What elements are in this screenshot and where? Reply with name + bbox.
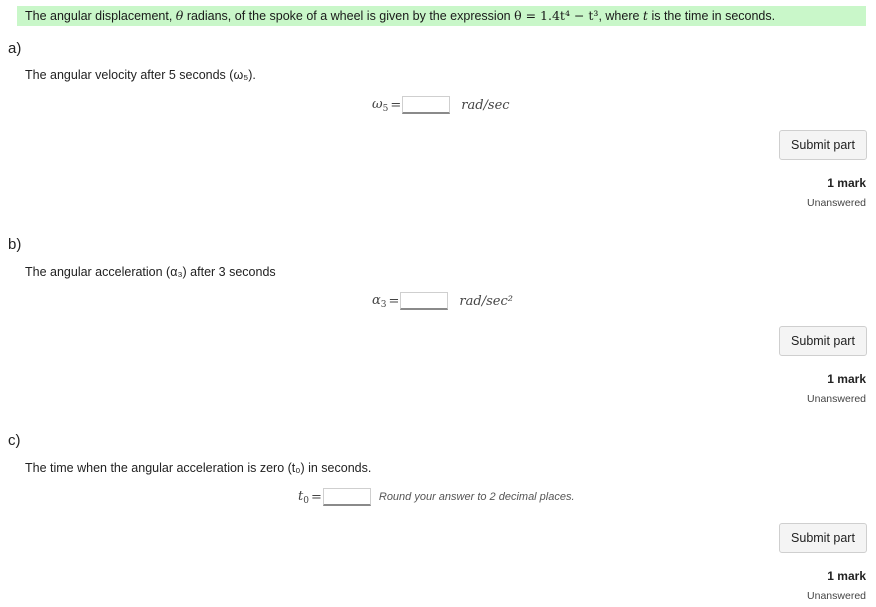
omega-subscript: 5 — [382, 103, 389, 114]
question-statement — [17, 6, 866, 26]
part-c-marks: 1 mark — [827, 569, 866, 583]
displacement-expression: θ = 1.4t⁴ − t³ — [514, 8, 599, 23]
unit-label: rad/sec — [461, 97, 510, 113]
omega-variable — [372, 97, 388, 114]
t-symbol: t — [642, 8, 648, 23]
part-b-answer-row — [372, 292, 513, 310]
equals-sign: = — [310, 489, 322, 505]
omega-symbol: ω — [372, 96, 383, 112]
rounding-note: Round your answer to 2 decimal places. — [378, 491, 575, 503]
part-a-status: Unanswered — [807, 197, 866, 209]
part-c-prompt: The time when the angular acceleration is zero (t₀) in seconds. — [25, 461, 372, 475]
part-c-status: Unanswered — [807, 590, 866, 602]
intro-text-after: , where — [598, 9, 640, 23]
equals-sign: = — [388, 293, 400, 309]
alpha-symbol: α — [372, 292, 381, 308]
angular-acceleration-input[interactable] — [400, 292, 448, 310]
part-b-label: b) — [8, 236, 22, 253]
part-c-label: c) — [8, 432, 21, 449]
alpha-subscript: 3 — [380, 299, 387, 310]
t-variable — [298, 489, 309, 506]
equals-sign: = — [390, 97, 402, 113]
part-a-answer-row — [372, 96, 510, 114]
intro-text-middle: radians, of the spoke of a wheel is given by the expression — [186, 9, 511, 23]
theta-symbol: θ — [175, 8, 184, 23]
time-zero-input[interactable] — [323, 488, 371, 506]
submit-part-a-button[interactable]: Submit part — [779, 130, 867, 160]
submit-part-c-button[interactable]: Submit part — [779, 523, 867, 553]
angular-velocity-input[interactable] — [402, 96, 450, 114]
part-a-marks: 1 mark — [827, 176, 866, 190]
part-c-answer-row — [298, 488, 575, 506]
intro-text-before: The angular displacement, — [25, 9, 173, 23]
alpha-variable — [372, 293, 387, 310]
part-b-marks: 1 mark — [827, 372, 866, 386]
part-a-prompt: The angular velocity after 5 seconds (ω₅). — [25, 68, 256, 82]
unit-label: rad/sec² — [459, 293, 513, 309]
part-a-label: a) — [8, 40, 22, 57]
t-subscript: 0 — [303, 495, 309, 506]
t-var-symbol: t — [298, 488, 304, 504]
intro-text-end: is the time in seconds. — [651, 9, 776, 23]
submit-part-b-button[interactable]: Submit part — [779, 326, 867, 356]
part-b-status: Unanswered — [807, 393, 866, 405]
part-b-prompt: The angular acceleration (α₃) after 3 seconds — [25, 265, 276, 279]
